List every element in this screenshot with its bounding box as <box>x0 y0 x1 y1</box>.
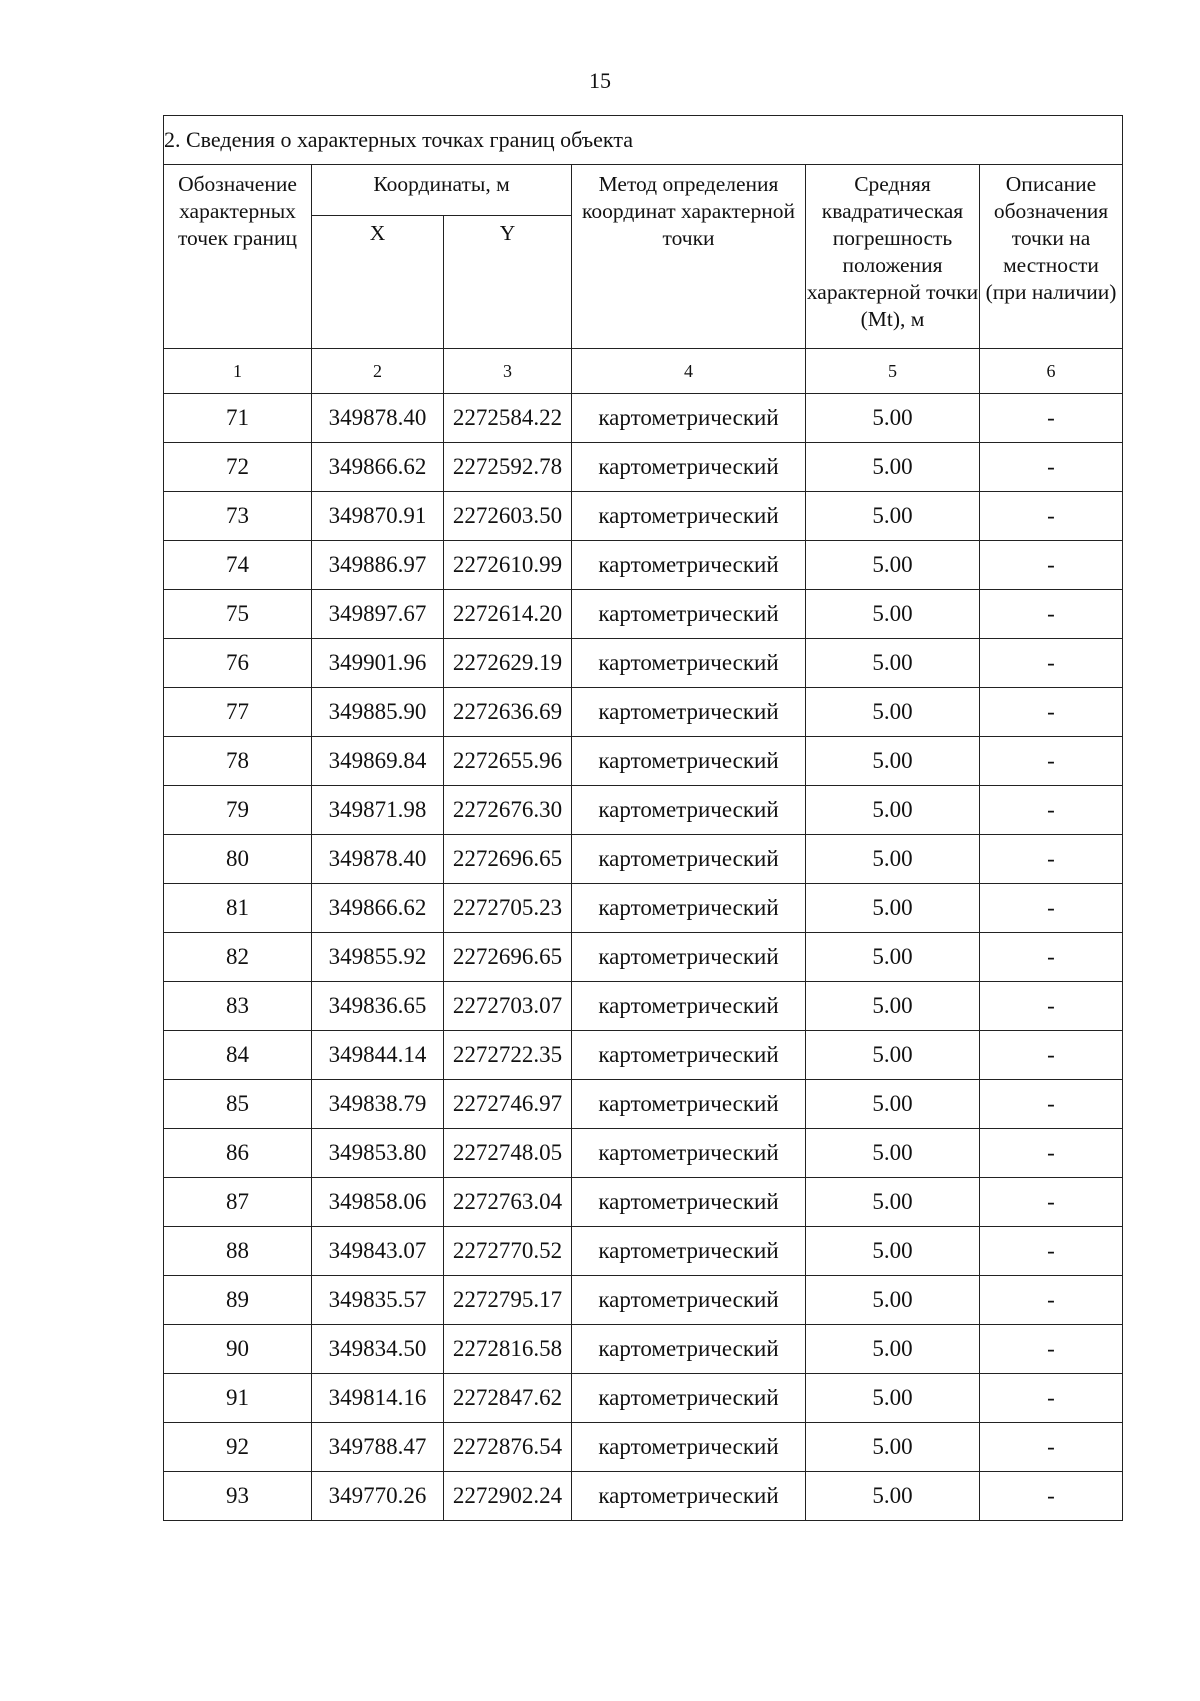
mt-error-cell: 5.00 <box>806 1129 980 1178</box>
table-row <box>164 590 1123 639</box>
description-cell: - <box>980 933 1123 982</box>
y-coordinate-cell: 2272795.17 <box>444 1276 572 1325</box>
y-coordinate-cell: 2272722.35 <box>444 1031 572 1080</box>
point-number-cell: 91 <box>164 1374 312 1423</box>
point-number-cell: 89 <box>164 1276 312 1325</box>
point-number-cell: 85 <box>164 1080 312 1129</box>
header-method: Метод определения координат характерной точки <box>572 165 806 349</box>
y-coordinate-cell: 2272603.50 <box>444 492 572 541</box>
method-cell: картометрический <box>572 1227 806 1276</box>
description-cell: - <box>980 590 1123 639</box>
method-cell: картометрический <box>572 1325 806 1374</box>
column-numbers-row <box>164 349 1123 394</box>
point-number-cell: 72 <box>164 443 312 492</box>
table-row <box>164 394 1123 443</box>
point-number-cell: 86 <box>164 1129 312 1178</box>
description-cell: - <box>980 443 1123 492</box>
table-row <box>164 541 1123 590</box>
y-coordinate-cell: 2272816.58 <box>444 1325 572 1374</box>
description-cell: - <box>980 786 1123 835</box>
point-number-cell: 84 <box>164 1031 312 1080</box>
mt-error-cell: 5.00 <box>806 688 980 737</box>
table-row <box>164 737 1123 786</box>
description-cell: - <box>980 982 1123 1031</box>
description-cell: - <box>980 541 1123 590</box>
table-row <box>164 1423 1123 1472</box>
method-cell: картометрический <box>572 1178 806 1227</box>
point-number-cell: 79 <box>164 786 312 835</box>
point-number-cell: 81 <box>164 884 312 933</box>
y-coordinate-cell: 2272763.04 <box>444 1178 572 1227</box>
x-coordinate-cell: 349843.07 <box>312 1227 444 1276</box>
y-coordinate-cell: 2272592.78 <box>444 443 572 492</box>
table-row <box>164 786 1123 835</box>
method-cell: картометрический <box>572 492 806 541</box>
method-cell: картометрический <box>572 884 806 933</box>
x-coordinate-cell: 349897.67 <box>312 590 444 639</box>
y-coordinate-cell: 2272703.07 <box>444 982 572 1031</box>
table-row <box>164 1080 1123 1129</box>
method-cell: картометрический <box>572 982 806 1031</box>
mt-error-cell: 5.00 <box>806 590 980 639</box>
x-coordinate-cell: 349855.92 <box>312 933 444 982</box>
x-coordinate-cell: 349814.16 <box>312 1374 444 1423</box>
mt-error-cell: 5.00 <box>806 492 980 541</box>
column-number: 6 <box>980 349 1123 394</box>
description-cell: - <box>980 1129 1123 1178</box>
y-coordinate-cell: 2272614.20 <box>444 590 572 639</box>
method-cell: картометрический <box>572 1031 806 1080</box>
x-coordinate-cell: 349770.26 <box>312 1472 444 1521</box>
x-coordinate-cell: 349886.97 <box>312 541 444 590</box>
description-cell: - <box>980 492 1123 541</box>
description-cell: - <box>980 1472 1123 1521</box>
table-row <box>164 688 1123 737</box>
x-coordinate-cell: 349838.79 <box>312 1080 444 1129</box>
column-number: 3 <box>444 349 572 394</box>
x-coordinate-cell: 349853.80 <box>312 1129 444 1178</box>
y-coordinate-cell: 2272876.54 <box>444 1423 572 1472</box>
description-cell: - <box>980 1227 1123 1276</box>
description-cell: - <box>980 1178 1123 1227</box>
x-coordinate-cell: 349788.47 <box>312 1423 444 1472</box>
point-number-cell: 74 <box>164 541 312 590</box>
point-number-cell: 77 <box>164 688 312 737</box>
x-coordinate-cell: 349878.40 <box>312 835 444 884</box>
mt-error-cell: 5.00 <box>806 933 980 982</box>
method-cell: картометрический <box>572 443 806 492</box>
mt-error-cell: 5.00 <box>806 982 980 1031</box>
table-row <box>164 1325 1123 1374</box>
y-coordinate-cell: 2272610.99 <box>444 541 572 590</box>
mt-error-cell: 5.00 <box>806 835 980 884</box>
description-cell: - <box>980 737 1123 786</box>
point-number-cell: 90 <box>164 1325 312 1374</box>
x-coordinate-cell: 349858.06 <box>312 1178 444 1227</box>
method-cell: картометрический <box>572 688 806 737</box>
y-coordinate-cell: 2272770.52 <box>444 1227 572 1276</box>
description-cell: - <box>980 1374 1123 1423</box>
mt-error-cell: 5.00 <box>806 443 980 492</box>
y-coordinate-cell: 2272696.65 <box>444 835 572 884</box>
table-row <box>164 835 1123 884</box>
table-row <box>164 884 1123 933</box>
page-number: 15 <box>589 68 611 93</box>
x-coordinate-cell: 349885.90 <box>312 688 444 737</box>
mt-error-cell: 5.00 <box>806 884 980 933</box>
x-coordinate-cell: 349878.40 <box>312 394 444 443</box>
description-cell: - <box>980 688 1123 737</box>
header-description: Описание обозначения точки на местности (при наличии) <box>980 165 1123 349</box>
mt-error-cell: 5.00 <box>806 1325 980 1374</box>
x-coordinate-cell: 349834.50 <box>312 1325 444 1374</box>
method-cell: картометрический <box>572 639 806 688</box>
mt-error-cell: 5.00 <box>806 1227 980 1276</box>
table-row <box>164 982 1123 1031</box>
table-row <box>164 443 1123 492</box>
description-cell: - <box>980 394 1123 443</box>
mt-error-cell: 5.00 <box>806 639 980 688</box>
description-cell: - <box>980 835 1123 884</box>
description-cell: - <box>980 1080 1123 1129</box>
x-coordinate-cell: 349869.84 <box>312 737 444 786</box>
point-number-cell: 76 <box>164 639 312 688</box>
point-number-cell: 80 <box>164 835 312 884</box>
table-row <box>164 1472 1123 1521</box>
mt-error-cell: 5.00 <box>806 541 980 590</box>
section-title-row <box>164 116 1123 165</box>
y-coordinate-cell: 2272629.19 <box>444 639 572 688</box>
table-row <box>164 492 1123 541</box>
mt-error-cell: 5.00 <box>806 1080 980 1129</box>
mt-error-cell: 5.00 <box>806 1178 980 1227</box>
point-number-cell: 87 <box>164 1178 312 1227</box>
y-coordinate-cell: 2272748.05 <box>444 1129 572 1178</box>
table-row <box>164 1276 1123 1325</box>
y-coordinate-cell: 2272705.23 <box>444 884 572 933</box>
table-row <box>164 1178 1123 1227</box>
x-coordinate-cell: 349901.96 <box>312 639 444 688</box>
x-coordinate-cell: 349844.14 <box>312 1031 444 1080</box>
section-title: 2. Сведения о характерных точках границ объекта <box>164 116 1123 165</box>
method-cell: картометрический <box>572 541 806 590</box>
method-cell: картометрический <box>572 737 806 786</box>
y-coordinate-cell: 2272584.22 <box>444 394 572 443</box>
method-cell: картометрический <box>572 1276 806 1325</box>
table-row <box>164 1227 1123 1276</box>
description-cell: - <box>980 1423 1123 1472</box>
y-coordinate-cell: 2272746.97 <box>444 1080 572 1129</box>
description-cell: - <box>980 1325 1123 1374</box>
x-coordinate-cell: 349871.98 <box>312 786 444 835</box>
point-number-cell: 78 <box>164 737 312 786</box>
header-error: Средняя квадратическая погрешность положения характерной точки (Mt), м <box>806 165 980 349</box>
point-number-cell: 82 <box>164 933 312 982</box>
method-cell: картометрический <box>572 590 806 639</box>
mt-error-cell: 5.00 <box>806 394 980 443</box>
method-cell: картометрический <box>572 1129 806 1178</box>
point-number-cell: 83 <box>164 982 312 1031</box>
point-number-cell: 88 <box>164 1227 312 1276</box>
y-coordinate-cell: 2272696.65 <box>444 933 572 982</box>
mt-error-cell: 5.00 <box>806 737 980 786</box>
column-number: 5 <box>806 349 980 394</box>
table-row <box>164 933 1123 982</box>
point-number-cell: 71 <box>164 394 312 443</box>
mt-error-cell: 5.00 <box>806 1276 980 1325</box>
boundary-points-table <box>163 115 1123 1521</box>
column-number: 1 <box>164 349 312 394</box>
method-cell: картометрический <box>572 835 806 884</box>
y-coordinate-cell: 2272655.96 <box>444 737 572 786</box>
header-designation: Обозначение характерных точек границ <box>164 165 312 349</box>
mt-error-cell: 5.00 <box>806 1374 980 1423</box>
table-row <box>164 1374 1123 1423</box>
x-coordinate-cell: 349870.91 <box>312 492 444 541</box>
point-number-cell: 93 <box>164 1472 312 1521</box>
column-number: 4 <box>572 349 806 394</box>
method-cell: картометрический <box>572 1080 806 1129</box>
x-coordinate-cell: 349866.62 <box>312 884 444 933</box>
table-row <box>164 1031 1123 1080</box>
method-cell: картометрический <box>572 1472 806 1521</box>
description-cell: - <box>980 884 1123 933</box>
point-number-cell: 73 <box>164 492 312 541</box>
mt-error-cell: 5.00 <box>806 1472 980 1521</box>
y-coordinate-cell: 2272636.69 <box>444 688 572 737</box>
y-coordinate-cell: 2272847.62 <box>444 1374 572 1423</box>
header-row-1 <box>164 165 1123 216</box>
point-number-cell: 75 <box>164 590 312 639</box>
method-cell: картометрический <box>572 1374 806 1423</box>
mt-error-cell: 5.00 <box>806 1031 980 1080</box>
header-x: X <box>312 216 444 349</box>
x-coordinate-cell: 349836.65 <box>312 982 444 1031</box>
mt-error-cell: 5.00 <box>806 786 980 835</box>
description-cell: - <box>980 1276 1123 1325</box>
column-number: 2 <box>312 349 444 394</box>
description-cell: - <box>980 639 1123 688</box>
method-cell: картометрический <box>572 1423 806 1472</box>
y-coordinate-cell: 2272902.24 <box>444 1472 572 1521</box>
table-row <box>164 639 1123 688</box>
x-coordinate-cell: 349866.62 <box>312 443 444 492</box>
header-coordinates: Координаты, м <box>312 165 572 216</box>
method-cell: картометрический <box>572 786 806 835</box>
header-y: Y <box>444 216 572 349</box>
mt-error-cell: 5.00 <box>806 1423 980 1472</box>
method-cell: картометрический <box>572 933 806 982</box>
x-coordinate-cell: 349835.57 <box>312 1276 444 1325</box>
description-cell: - <box>980 1031 1123 1080</box>
table-row <box>164 1129 1123 1178</box>
method-cell: картометрический <box>572 394 806 443</box>
y-coordinate-cell: 2272676.30 <box>444 786 572 835</box>
point-number-cell: 92 <box>164 1423 312 1472</box>
